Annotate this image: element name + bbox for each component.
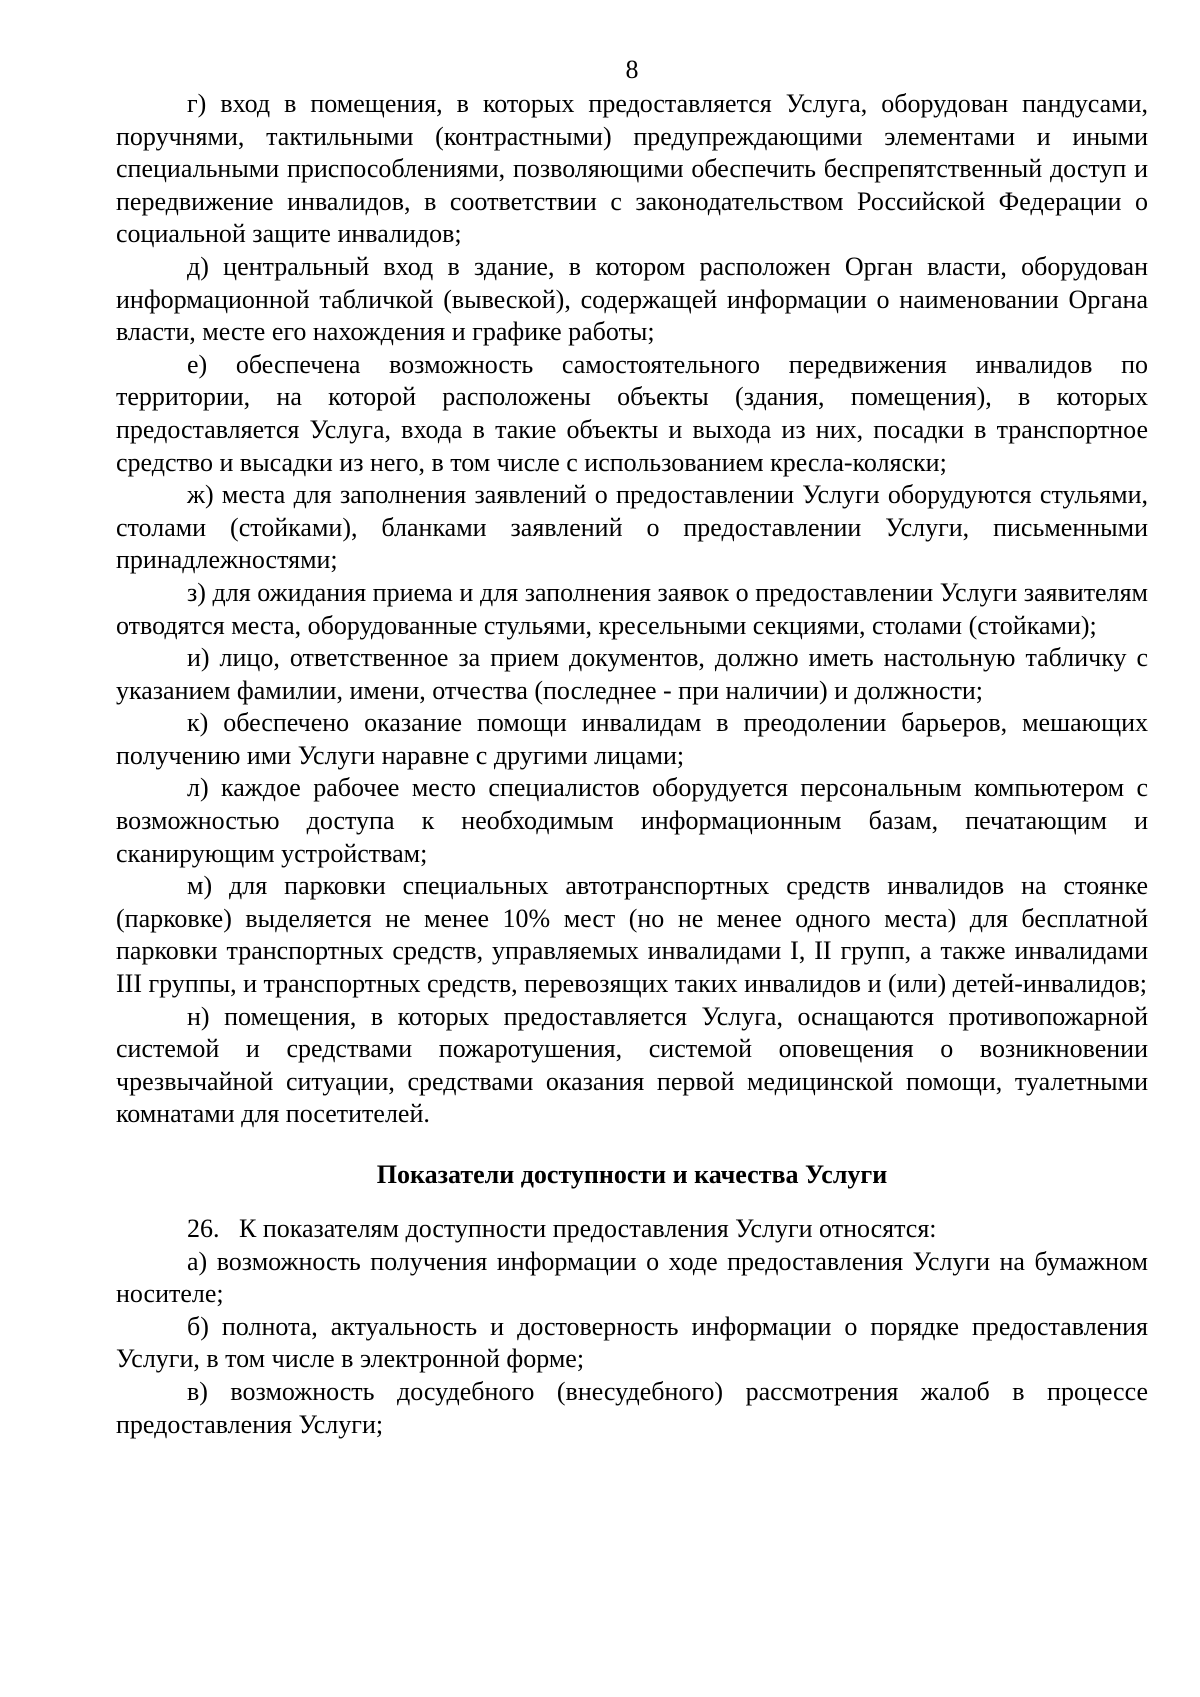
- paragraph-m: м) для парковки специальных автотранспортных средств инвалидов на стоянке (парковке) выделяется не менее 10% мест (но не менее одного места) для бесплатной парковки транспортных средств, управляемых инвалидами I, II групп, а также инвалидами III группы, и транспортных средств, перевозящих таких инвалидов и (или) детей-инвалидов;: [116, 871, 1148, 999]
- paragraph-e: е) обеспечена возможность самостоятельного передвижения инвалидов по территории, на которой расположены объекты (здания, помещения), в которых предоставляется Услуга, входа в такие объекты и выхода из них, посадки в транспортное средство и высадки из него, в том числе с использованием кресла-коляски;: [116, 349, 1148, 477]
- paragraph-d: д) центральный вход в здание, в котором расположен Орган власти, оборудован информационной табличкой (вывеской), содержащей информации о наименовании Органа власти, месте его нахождения и графике работы;: [116, 251, 1148, 347]
- document-page: [116, 52, 1148, 1441]
- paragraph-26: 26. К показателям доступности предоставления Услуги относятся:: [187, 1214, 937, 1243]
- paragraph-b: б) полнота, актуальность и достоверность информации о порядке предоставления Услуги, в том числе в электронной форме;: [116, 1311, 1148, 1374]
- paragraph-zh: ж) места для заполнения заявлений о предоставлении Услуги оборудуются стульями, столами (стойками), бланками заявлений о предоставлении Услуги, письменными принадлежностями;: [116, 480, 1148, 575]
- paragraph-g: г) вход в помещения, в которых предоставляется Услуга, оборудован пандусами, поручнями, тактильными (контрастными) предупреждающими элементами и иными специальными приспособлениями, позволяющими обеспечить беспрепятственный доступ и передвижение инвалидов, в соответствии с законодательством Российской Федерации о социальной защите инвалидов;: [116, 89, 1148, 249]
- section-heading: Показатели доступности и качества Услуги: [376, 1160, 888, 1189]
- paragraph-v: в) возможность досудебного (внесудебного) рассмотрения жалоб в процессе предоставления Услуги;: [116, 1376, 1148, 1439]
- paragraph-k: к) обеспечено оказание помощи инвалидам в преодолении барьеров, мешающих получению ими Услуги наравне с другими лицами;: [116, 708, 1148, 770]
- paragraph-a: а) возможность получения информации о ходе предоставления Услуги на бумажном носителе;: [116, 1246, 1148, 1309]
- paragraph-z: з) для ожидания приема и для заполнения заявок о предоставлении Услуги заявителям отводятся места, оборудованные стульями, кресельными секциями, столами (стойками);: [116, 577, 1148, 640]
- page-number: 8: [625, 55, 639, 84]
- paragraph-n: н) помещения, в которых предоставляется Услуга, оснащаются противопожарной системой и средствами пожаротушения, системой оповещения о возникновении чрезвычайной ситуации, средствами оказания первой медицинской помощи, туалетными комнатами для посетителей.: [116, 1001, 1148, 1129]
- paragraph-l: л) каждое рабочее место специалистов оборудуется персональным компьютером с возможностью доступа к необходимым информационным базам, печатающим и сканирующим устройствам;: [116, 773, 1148, 868]
- paragraph-i: и) лицо, ответственное за прием документов, должно иметь настольную табличку с указанием фамилии, имени, отчества (последнее - при наличии) и должности;: [116, 643, 1148, 705]
